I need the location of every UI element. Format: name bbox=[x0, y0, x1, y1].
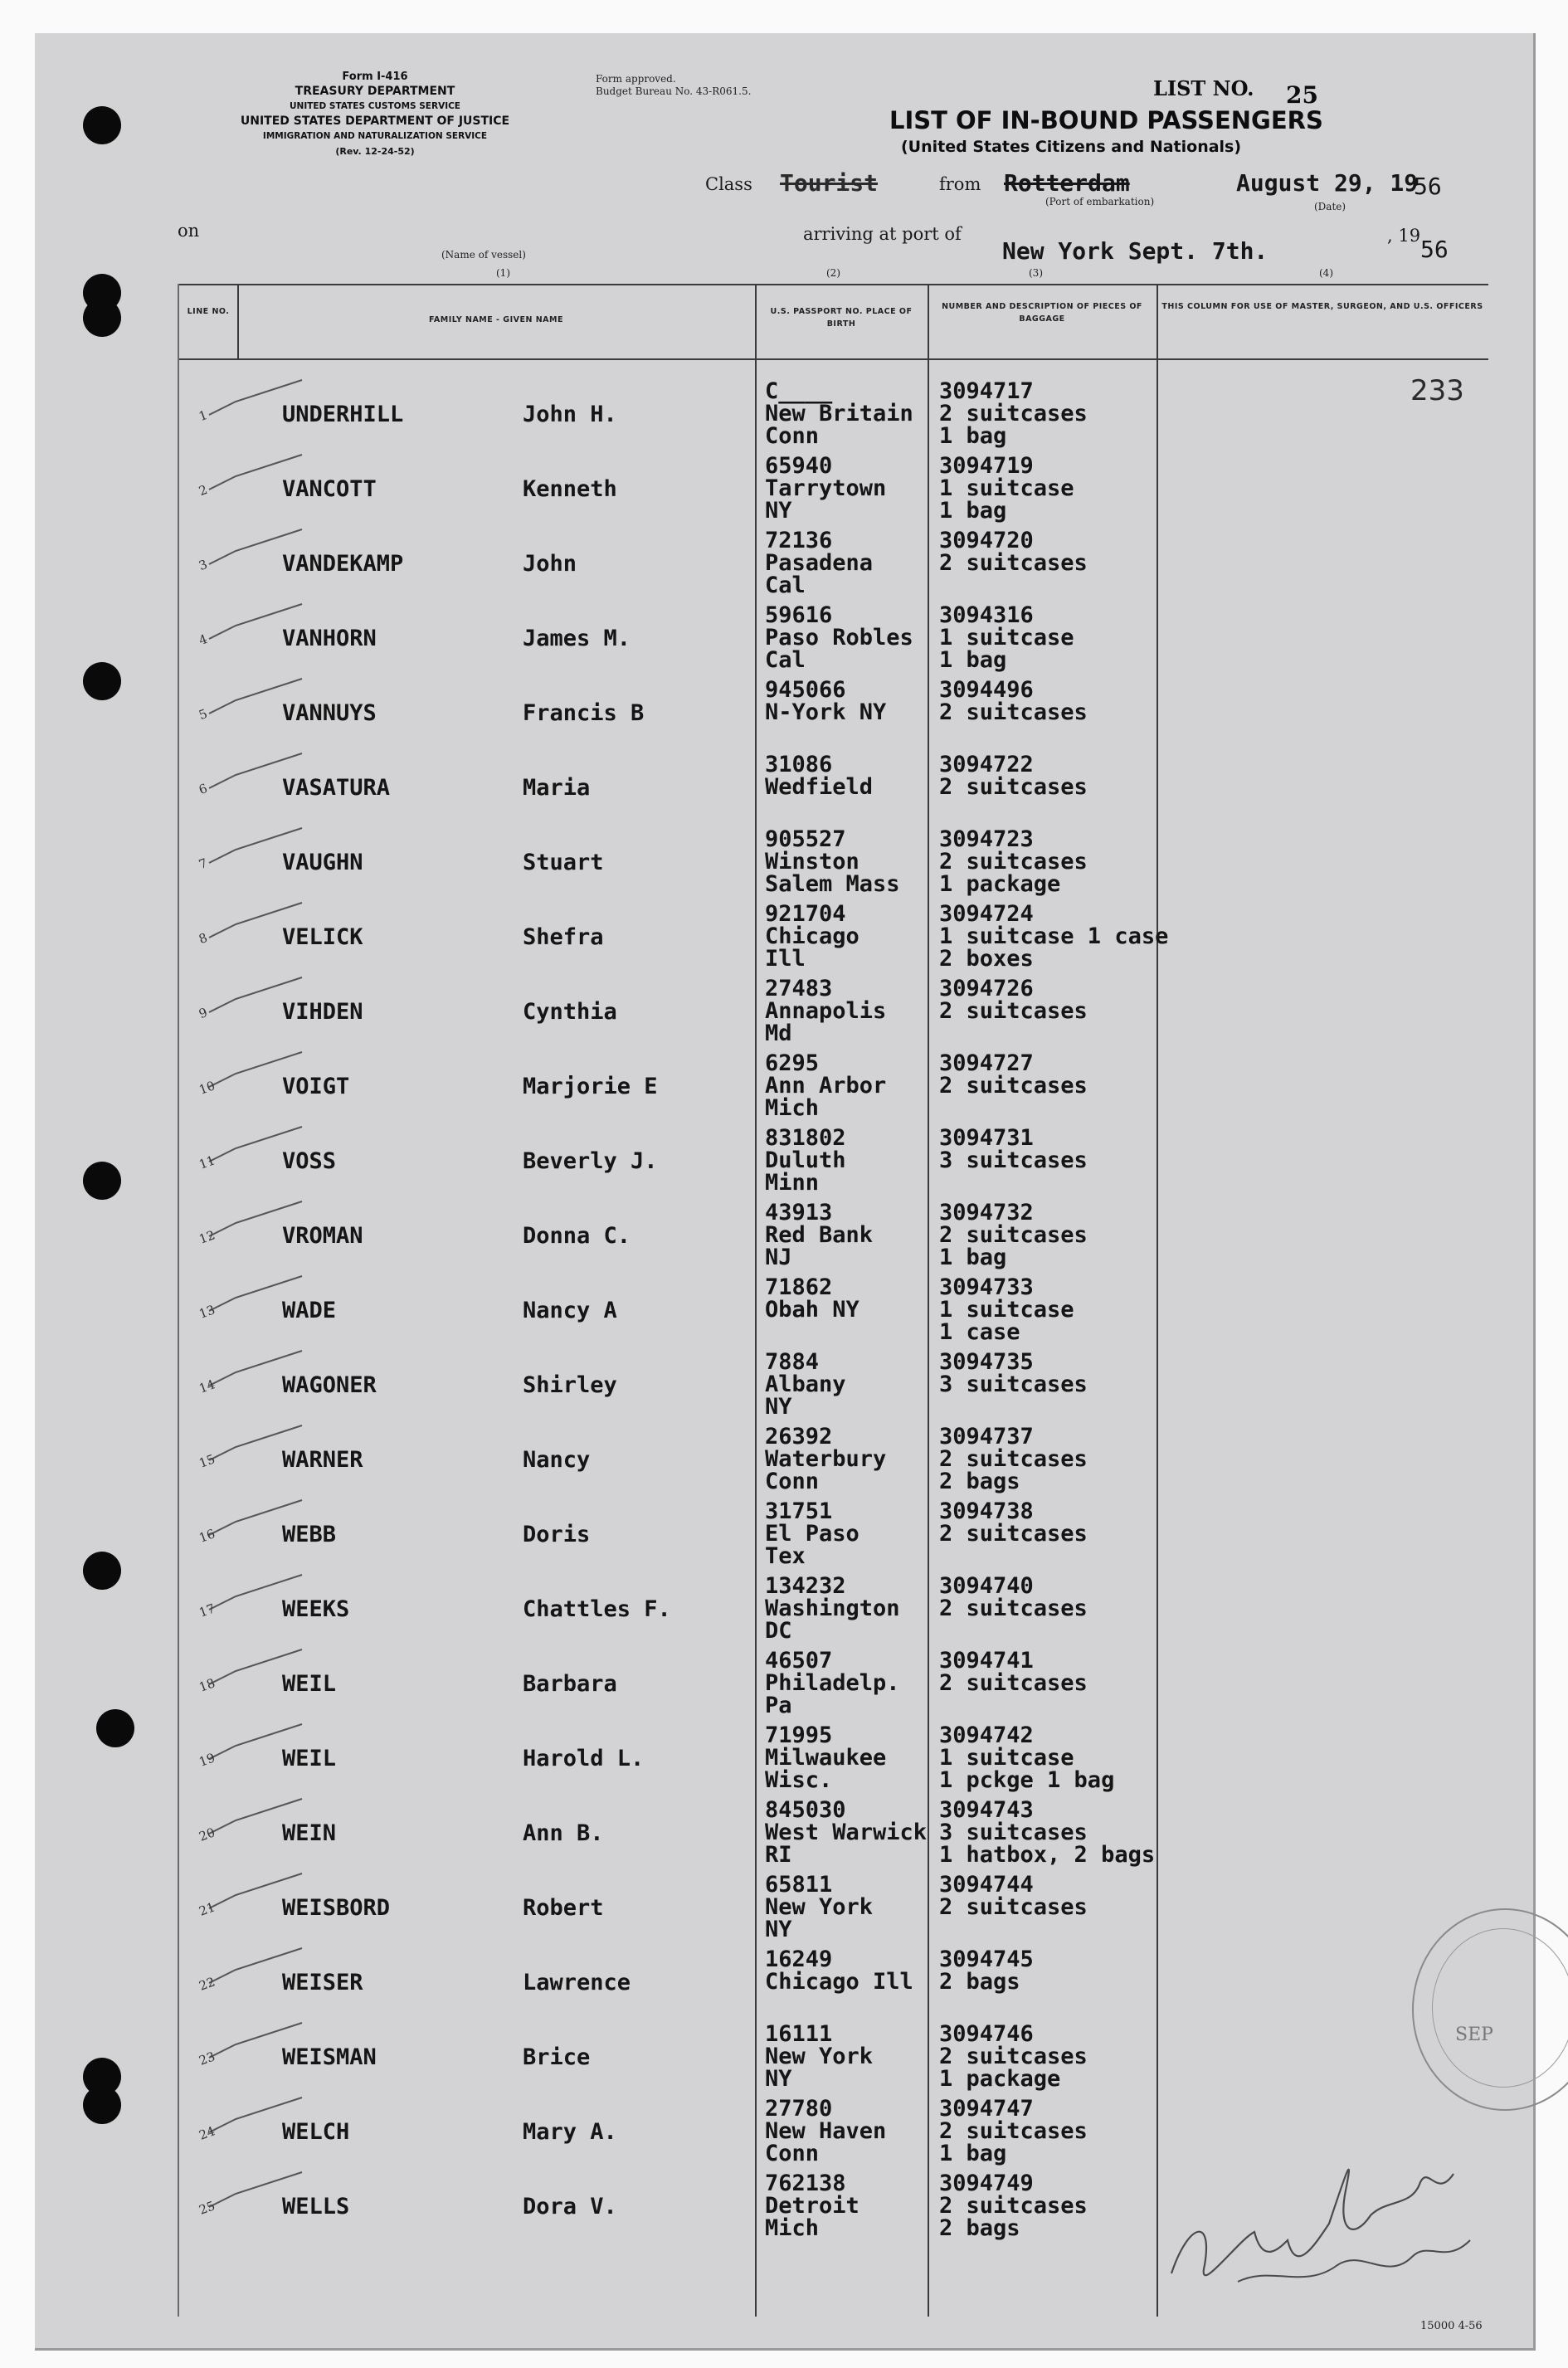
line-number: 5 bbox=[197, 705, 210, 724]
given-name: Donna C. bbox=[523, 1223, 631, 1249]
col-num-1: (1) bbox=[496, 267, 510, 279]
baggage-description: 2 suitcases bbox=[939, 2118, 1088, 2144]
line-number: 12 bbox=[197, 1227, 217, 1247]
footer-code: 15000 4-56 bbox=[1420, 2320, 1483, 2332]
given-name: Brice bbox=[523, 2044, 591, 2070]
place-of-birth: Cal bbox=[765, 647, 806, 673]
baggage-number: 3094745 bbox=[939, 1947, 1034, 1972]
line-number: 4 bbox=[197, 631, 210, 649]
family-name: VOSS bbox=[282, 1148, 337, 1174]
stamp-text: SEP bbox=[1455, 2024, 1493, 2045]
form-number: Form I-416 bbox=[342, 71, 408, 83]
baggage-number: 3094740 bbox=[939, 1573, 1034, 1599]
dept-treasury: TREASURY DEPARTMENT bbox=[295, 85, 455, 98]
given-name: Marjorie E bbox=[523, 1074, 658, 1099]
baggage-number: 3094738 bbox=[939, 1498, 1034, 1524]
given-name: Chattles F. bbox=[523, 1596, 671, 1622]
given-name: Kenneth bbox=[523, 476, 617, 502]
line-number: 7 bbox=[197, 855, 210, 873]
given-name: John H. bbox=[523, 402, 617, 427]
passenger-row bbox=[35, 977, 1533, 1054]
dept-justice: UNITED STATES DEPARTMENT OF JUSTICE bbox=[240, 115, 510, 128]
baggage-description: 2 bags bbox=[939, 1469, 1020, 1494]
place-of-birth: NY bbox=[765, 1394, 792, 1420]
header-name: FAMILY NAME - GIVEN NAME bbox=[429, 315, 563, 324]
line-number: 10 bbox=[197, 1078, 217, 1098]
family-name: WEEKS bbox=[282, 1596, 350, 1622]
family-name: WEIL bbox=[282, 1671, 337, 1697]
given-name: Nancy bbox=[523, 1447, 591, 1473]
passenger-row bbox=[35, 1799, 1533, 1875]
baggage-description: 1 hatbox, 2 bags bbox=[939, 1842, 1156, 1868]
col-num-3: (3) bbox=[1029, 267, 1043, 279]
baggage-description: 2 bags bbox=[939, 2215, 1020, 2241]
passport-number: 46507 bbox=[765, 1648, 833, 1674]
baggage-description: 1 suitcase bbox=[939, 475, 1074, 501]
family-name: VASATURA bbox=[282, 775, 391, 801]
given-name: Ann B. bbox=[523, 1820, 604, 1846]
place-of-birth: Washington bbox=[765, 1596, 900, 1621]
from-label: from bbox=[939, 174, 981, 194]
given-name: Beverly J. bbox=[523, 1148, 658, 1174]
place-of-birth: Tex bbox=[765, 1543, 806, 1569]
line-number: 6 bbox=[197, 780, 210, 798]
given-name: Lawrence bbox=[523, 1970, 631, 1995]
inspector-signature bbox=[1138, 2074, 1512, 2323]
place-of-birth: Obah NY bbox=[765, 1297, 859, 1323]
passenger-row bbox=[35, 604, 1533, 680]
arrival-year-prefix: , 19 bbox=[1387, 226, 1421, 246]
place-of-birth: Conn bbox=[765, 1469, 820, 1494]
baggage-description: 2 suitcases bbox=[939, 1446, 1088, 1472]
customs-stamp-inner bbox=[1432, 1928, 1568, 2088]
table-header-rule bbox=[178, 358, 1488, 360]
passport-number: 6295 bbox=[765, 1050, 820, 1076]
place-of-birth: NY bbox=[765, 498, 792, 524]
punch-hole bbox=[83, 299, 121, 337]
col-num-2: (2) bbox=[826, 267, 840, 279]
passport-number: 72136 bbox=[765, 528, 833, 553]
passport-number: 65811 bbox=[765, 1872, 833, 1898]
line-number: 19 bbox=[197, 1750, 217, 1770]
place-of-birth: Duluth bbox=[765, 1147, 846, 1173]
baggage-description: 2 boxes bbox=[939, 946, 1034, 972]
baggage-number: 3094723 bbox=[939, 826, 1034, 852]
place-of-birth: Mich bbox=[765, 2215, 820, 2241]
family-name: VELICK bbox=[282, 924, 363, 950]
budget-bureau: Budget Bureau No. 43-R061.5. bbox=[596, 85, 752, 97]
passenger-row bbox=[35, 1500, 1533, 1576]
form-title: LIST OF IN-BOUND PASSENGERS bbox=[889, 106, 1323, 134]
baggage-number: 3094737 bbox=[939, 1424, 1034, 1450]
given-name: Maria bbox=[523, 775, 591, 801]
line-number: 15 bbox=[197, 1451, 217, 1471]
line-number: 23 bbox=[197, 2049, 217, 2068]
baggage-description: 1 pckge 1 bag bbox=[939, 1767, 1115, 1793]
header-line-no: LINE NO. bbox=[187, 307, 230, 316]
place-of-birth: NY bbox=[765, 1917, 792, 1942]
given-name: Robert bbox=[523, 1895, 604, 1921]
line-number: 24 bbox=[197, 2123, 217, 2143]
passenger-row bbox=[35, 1201, 1533, 1278]
passport-number: 905527 bbox=[765, 826, 846, 852]
place-of-birth: New Britain bbox=[765, 401, 913, 426]
place-of-birth: Annapolis bbox=[765, 998, 887, 1024]
family-name: UNDERHILL bbox=[282, 402, 404, 427]
place-of-birth: El Paso bbox=[765, 1521, 859, 1547]
given-name: Cynthia bbox=[523, 999, 617, 1025]
line-number: 18 bbox=[197, 1675, 217, 1695]
date-caption: (Date) bbox=[1314, 201, 1346, 212]
given-name: Mary A. bbox=[523, 2119, 617, 2145]
baggage-description: 2 suitcases bbox=[939, 1222, 1088, 1248]
place-of-birth: Wedfield bbox=[765, 774, 874, 800]
class-label: Class bbox=[705, 174, 752, 194]
baggage-number: 3094742 bbox=[939, 1722, 1034, 1748]
baggage-number: 3094724 bbox=[939, 901, 1034, 927]
passenger-row bbox=[35, 529, 1533, 606]
list-no-label: LIST NO. bbox=[1153, 76, 1254, 100]
officer-note: 233 bbox=[1410, 374, 1464, 407]
place-of-birth: Red Bank bbox=[765, 1222, 874, 1248]
baggage-number: 3094749 bbox=[939, 2171, 1034, 2196]
line-number: 25 bbox=[197, 2198, 217, 2218]
class-value: Tourist bbox=[780, 169, 879, 197]
baggage-number: 3094746 bbox=[939, 2021, 1034, 2047]
header-officers: THIS COLUMN FOR USE OF MASTER, SURGEON, AND U.S. OFFICERS bbox=[1161, 302, 1483, 311]
passport-number: 71995 bbox=[765, 1722, 833, 1748]
passenger-row bbox=[35, 1127, 1533, 1203]
family-name: VOIGT bbox=[282, 1074, 350, 1099]
baggage-description: 2 suitcases bbox=[939, 774, 1088, 800]
given-name: Shirley bbox=[523, 1372, 617, 1398]
passport-number: 945066 bbox=[765, 677, 846, 703]
baggage-description: 1 suitcase bbox=[939, 1745, 1074, 1771]
baggage-number: 3094732 bbox=[939, 1200, 1034, 1225]
baggage-description: 2 suitcases bbox=[939, 550, 1088, 576]
family-name: VROMAN bbox=[282, 1223, 363, 1249]
place-of-birth: Chicago Ill bbox=[765, 1969, 913, 1995]
family-name: WARNER bbox=[282, 1447, 363, 1473]
passport-number: C____ bbox=[765, 378, 833, 404]
place-of-birth: Mich bbox=[765, 1095, 820, 1121]
passenger-row bbox=[35, 455, 1533, 531]
baggage-description: 1 bag bbox=[939, 498, 1007, 524]
header-baggage: NUMBER AND DESCRIPTION OF PIECES OF BAGGAGE bbox=[942, 302, 1142, 324]
baggage-number: 3094744 bbox=[939, 1872, 1034, 1898]
arrival-port-date: New York Sept. 7th. bbox=[1002, 237, 1269, 265]
family-name: WEIL bbox=[282, 1746, 337, 1771]
departure-year: 56 bbox=[1414, 173, 1442, 200]
place-of-birth: Pa bbox=[765, 1693, 792, 1718]
place-of-birth: Albany bbox=[765, 1372, 846, 1397]
passport-number: 16111 bbox=[765, 2021, 833, 2047]
line-number: 2 bbox=[197, 481, 210, 499]
place-of-birth: Minn bbox=[765, 1170, 820, 1196]
baggage-number: 3094726 bbox=[939, 976, 1034, 1001]
family-name: VANCOTT bbox=[282, 476, 377, 502]
family-name: VAUGHN bbox=[282, 850, 363, 875]
baggage-description: 2 suitcases bbox=[939, 1596, 1088, 1621]
passport-number: 26392 bbox=[765, 1424, 833, 1450]
baggage-description: 2 suitcases bbox=[939, 1670, 1088, 1696]
arriving-label: arriving at port of bbox=[803, 224, 962, 244]
passenger-row bbox=[35, 1575, 1533, 1651]
passenger-row bbox=[35, 903, 1533, 979]
place-of-birth: RI bbox=[765, 1842, 792, 1868]
baggage-description: 2 suitcases bbox=[939, 1894, 1088, 1920]
family-name: WEIN bbox=[282, 1820, 337, 1846]
place-of-birth: Ann Arbor bbox=[765, 1073, 887, 1099]
line-number: 13 bbox=[197, 1302, 217, 1322]
baggage-description: 3 suitcases bbox=[939, 1147, 1088, 1173]
family-name: VANNUYS bbox=[282, 700, 377, 726]
passport-number: 134232 bbox=[765, 1573, 846, 1599]
baggage-number: 3094719 bbox=[939, 453, 1034, 479]
place-of-birth: Waterbury bbox=[765, 1446, 887, 1472]
passport-number: 7884 bbox=[765, 1349, 820, 1375]
form-subtitle: (United States Citizens and Nationals) bbox=[901, 138, 1242, 156]
line-number: 8 bbox=[197, 929, 210, 948]
place-of-birth: DC bbox=[765, 1618, 792, 1644]
place-of-birth: Tarrytown bbox=[765, 475, 887, 501]
baggage-number: 3094717 bbox=[939, 378, 1034, 404]
baggage-number: 3094727 bbox=[939, 1050, 1034, 1076]
given-name: James M. bbox=[523, 626, 631, 651]
place-of-birth: Conn bbox=[765, 423, 820, 449]
place-of-birth: Winston bbox=[765, 849, 859, 875]
baggage-description: 1 suitcase bbox=[939, 625, 1074, 650]
passenger-row bbox=[35, 1276, 1533, 1352]
baggage-number: 3094496 bbox=[939, 677, 1034, 703]
line-number: 16 bbox=[197, 1526, 217, 1546]
passport-number: 762138 bbox=[765, 2171, 846, 2196]
place-of-birth: Conn bbox=[765, 2141, 820, 2166]
place-of-birth: Detroit bbox=[765, 2193, 859, 2219]
arrival-year: 56 bbox=[1420, 236, 1449, 263]
on-label: on bbox=[178, 221, 200, 241]
place-of-birth: New York bbox=[765, 1894, 874, 1920]
baggage-description: 2 suitcases bbox=[939, 2193, 1088, 2219]
header-passport: U.S. PASSPORT NO. PLACE OF BIRTH bbox=[770, 307, 913, 329]
baggage-number: 3094731 bbox=[939, 1125, 1034, 1151]
passport-number: 43913 bbox=[765, 1200, 833, 1225]
passport-number: 845030 bbox=[765, 1797, 846, 1823]
passport-number: 831802 bbox=[765, 1125, 846, 1151]
family-name: WELCH bbox=[282, 2119, 350, 2145]
baggage-description: 1 bag bbox=[939, 2141, 1007, 2166]
place-of-birth: Salem Mass bbox=[765, 871, 900, 897]
passport-number: 921704 bbox=[765, 901, 846, 927]
baggage-description: 1 bag bbox=[939, 1245, 1007, 1270]
place-of-birth: Chicago bbox=[765, 923, 859, 949]
form-approved: Form approved. bbox=[596, 73, 676, 85]
passenger-row bbox=[35, 1948, 1533, 2024]
place-of-birth: Philadelp. bbox=[765, 1670, 900, 1696]
passenger-row bbox=[35, 1649, 1533, 1726]
form-sheet bbox=[35, 33, 1536, 2351]
passenger-row bbox=[35, 753, 1533, 830]
baggage-number: 3094733 bbox=[939, 1274, 1034, 1300]
given-name: John bbox=[523, 551, 577, 577]
place-of-birth: N-York NY bbox=[765, 699, 887, 725]
customs-service: UNITED STATES CUSTOMS SERVICE bbox=[290, 101, 460, 111]
place-of-birth: Md bbox=[765, 1021, 792, 1046]
place-of-birth: Ill bbox=[765, 946, 806, 972]
passport-number: 31751 bbox=[765, 1498, 833, 1524]
family-name: WELLS bbox=[282, 2194, 350, 2219]
passenger-row bbox=[35, 828, 1533, 904]
line-number: 21 bbox=[197, 1899, 217, 1919]
given-name: Dora V. bbox=[523, 2194, 617, 2219]
passport-number: 59616 bbox=[765, 602, 833, 628]
baggage-description: 2 suitcases bbox=[939, 1073, 1088, 1099]
family-name: WEISER bbox=[282, 1970, 363, 1995]
family-name: VIHDEN bbox=[282, 999, 363, 1025]
baggage-description: 1 bag bbox=[939, 647, 1007, 673]
given-name: Barbara bbox=[523, 1671, 617, 1697]
line-number: 14 bbox=[197, 1376, 217, 1396]
baggage-description: 1 bag bbox=[939, 423, 1007, 449]
given-name: Doris bbox=[523, 1522, 591, 1547]
passenger-row bbox=[35, 374, 1533, 456]
line-number: 3 bbox=[197, 556, 210, 574]
place-of-birth: Paso Robles bbox=[765, 625, 913, 650]
family-name: WEISBORD bbox=[282, 1895, 391, 1921]
place-of-birth: Pasadena bbox=[765, 550, 874, 576]
place-of-birth: Cal bbox=[765, 573, 806, 598]
passport-number: 27780 bbox=[765, 2096, 833, 2122]
place-of-birth: New York bbox=[765, 2044, 874, 2069]
baggage-number: 3094720 bbox=[939, 528, 1034, 553]
passenger-row bbox=[35, 1052, 1533, 1128]
baggage-description: 2 suitcases bbox=[939, 699, 1088, 725]
baggage-description: 1 package bbox=[939, 871, 1061, 897]
baggage-number: 3094735 bbox=[939, 1349, 1034, 1375]
given-name: Nancy A bbox=[523, 1298, 617, 1323]
form-revision: (Rev. 12-24-52) bbox=[335, 146, 415, 157]
passenger-row bbox=[35, 1873, 1533, 1950]
baggage-description: 1 suitcase bbox=[939, 1297, 1074, 1323]
ins-service: IMMIGRATION AND NATURALIZATION SERVICE bbox=[262, 131, 488, 141]
table-top-rule bbox=[178, 284, 1488, 285]
vessel-caption: (Name of vessel) bbox=[441, 249, 526, 261]
baggage-description: 1 suitcase 1 case bbox=[939, 923, 1169, 949]
place-of-birth: NJ bbox=[765, 1245, 792, 1270]
punch-hole bbox=[83, 106, 121, 144]
given-name: Shefra bbox=[523, 924, 604, 950]
given-name: Francis B bbox=[523, 700, 645, 726]
family-name: VANDEKAMP bbox=[282, 551, 404, 577]
place-of-birth: Milwaukee bbox=[765, 1745, 887, 1771]
family-name: VANHORN bbox=[282, 626, 377, 651]
line-number: 17 bbox=[197, 1601, 217, 1620]
passport-number: 16249 bbox=[765, 1947, 833, 1972]
passenger-row bbox=[35, 1425, 1533, 1502]
passenger-row bbox=[35, 1351, 1533, 1427]
from-value: Rotterdam bbox=[1004, 169, 1130, 197]
place-of-birth: Wisc. bbox=[765, 1767, 833, 1793]
baggage-number: 3094747 bbox=[939, 2096, 1034, 2122]
given-name: Stuart bbox=[523, 850, 604, 875]
passport-number: 71862 bbox=[765, 1274, 833, 1300]
place-of-birth: New Haven bbox=[765, 2118, 887, 2144]
passport-number: 31086 bbox=[765, 752, 833, 777]
line-number: 22 bbox=[197, 1974, 217, 1994]
line-number: 11 bbox=[197, 1152, 217, 1172]
baggage-description: 2 suitcases bbox=[939, 401, 1088, 426]
col-num-4: (4) bbox=[1319, 267, 1333, 279]
given-name: Harold L. bbox=[523, 1746, 645, 1771]
col-divider bbox=[237, 284, 239, 360]
family-name: WADE bbox=[282, 1298, 337, 1323]
passport-number: 65940 bbox=[765, 453, 833, 479]
place-of-birth: NY bbox=[765, 2066, 792, 2092]
departure-date: August 29, 19 bbox=[1236, 169, 1419, 197]
line-number: 20 bbox=[197, 1825, 217, 1844]
baggage-description: 3 suitcases bbox=[939, 1820, 1088, 1845]
passport-number: 27483 bbox=[765, 976, 833, 1001]
baggage-description: 3 suitcases bbox=[939, 1372, 1088, 1397]
baggage-description: 2 suitcases bbox=[939, 998, 1088, 1024]
port-embarkation-caption: (Port of embarkation) bbox=[1045, 196, 1155, 207]
passenger-row bbox=[35, 1724, 1533, 1800]
baggage-description: 2 suitcases bbox=[939, 2044, 1088, 2069]
line-number: 1 bbox=[197, 407, 210, 425]
baggage-description: 2 suitcases bbox=[939, 1521, 1088, 1547]
baggage-description: 1 case bbox=[939, 1319, 1020, 1345]
baggage-description: 2 suitcases bbox=[939, 849, 1088, 875]
place-of-birth: West Warwick bbox=[765, 1820, 928, 1845]
baggage-number: 3094722 bbox=[939, 752, 1034, 777]
baggage-number: 3094743 bbox=[939, 1797, 1034, 1823]
family-name: WAGONER bbox=[282, 1372, 377, 1398]
family-name: WEISMAN bbox=[282, 2044, 377, 2070]
baggage-description: 1 package bbox=[939, 2066, 1061, 2092]
list-no-value: 25 bbox=[1286, 81, 1318, 109]
line-number: 9 bbox=[197, 1004, 210, 1022]
baggage-number: 3094741 bbox=[939, 1648, 1034, 1674]
baggage-number: 3094316 bbox=[939, 602, 1034, 628]
family-name: WEBB bbox=[282, 1522, 337, 1547]
passenger-row bbox=[35, 679, 1533, 755]
baggage-description: 2 bags bbox=[939, 1969, 1020, 1995]
